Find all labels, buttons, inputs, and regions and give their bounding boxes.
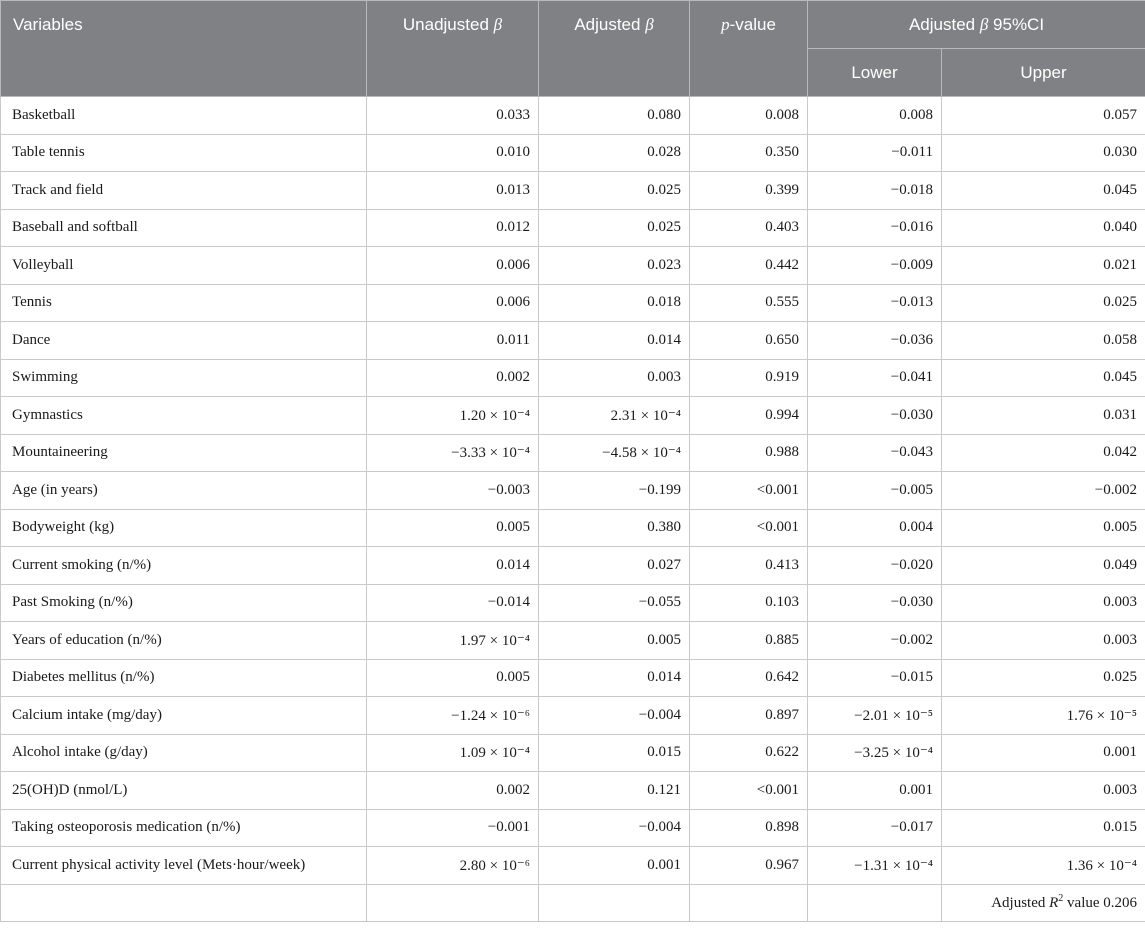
unadjusted-beta-cell: 0.013 [367, 172, 539, 210]
variable-cell: Bodyweight (kg) [1, 509, 367, 547]
p-value-cell: 0.967 [690, 847, 808, 885]
p-value-cell: 0.403 [690, 209, 808, 247]
ci-upper-cell: 0.049 [942, 547, 1145, 585]
unadjusted-beta-cell: 2.80 × 10⁻⁶ [367, 847, 539, 885]
table-body [1, 97, 1145, 922]
header-variables [1, 1, 367, 97]
adjusted-beta-cell: 0.025 [539, 209, 690, 247]
unadjusted-beta-cell: 0.011 [367, 322, 539, 360]
table-row [1, 584, 1145, 622]
p-value-cell: 0.555 [690, 284, 808, 322]
ci-lower-cell: −0.015 [808, 659, 942, 697]
ci-upper-cell: 0.015 [942, 809, 1145, 847]
ci-lower-cell: −0.020 [808, 547, 942, 585]
ci-upper-cell: 0.057 [942, 97, 1145, 135]
adjusted-beta-cell: 0.014 [539, 659, 690, 697]
variable-cell: Past Smoking (n/%) [1, 584, 367, 622]
r2-suffix: value 0.206 [1063, 895, 1138, 912]
variable-cell: Age (in years) [1, 472, 367, 510]
r2-footer-row [1, 884, 1145, 922]
ci-lower-cell: −0.043 [808, 434, 942, 472]
variable-cell: Alcohol intake (g/day) [1, 734, 367, 772]
header-upper [942, 49, 1145, 97]
table-row [1, 734, 1145, 772]
ci-upper-cell: 0.005 [942, 509, 1145, 547]
unadjusted-beta-cell: 0.033 [367, 97, 539, 135]
ci-upper-cell: 0.040 [942, 209, 1145, 247]
table-row [1, 284, 1145, 322]
table-row [1, 359, 1145, 397]
table-row [1, 659, 1145, 697]
adjusted-beta-cell: −0.199 [539, 472, 690, 510]
table-row [1, 97, 1145, 135]
variable-cell: Gymnastics [1, 397, 367, 435]
ci-upper-cell: 0.030 [942, 134, 1145, 172]
variable-cell: Current smoking (n/%) [1, 547, 367, 585]
header-adjusted-beta [539, 1, 690, 97]
adjusted-beta-cell: −0.055 [539, 584, 690, 622]
header-lower-label: Lower [851, 62, 898, 82]
unadjusted-beta-cell: −0.001 [367, 809, 539, 847]
unadjusted-beta-cell: 1.20 × 10⁻⁴ [367, 397, 539, 435]
unadjusted-beta-cell: 1.97 × 10⁻⁴ [367, 622, 539, 660]
unadjusted-beta-cell: 0.010 [367, 134, 539, 172]
header-unadjusted-beta [367, 1, 539, 97]
variable-cell: Tennis [1, 284, 367, 322]
unadjusted-beta-cell: 0.006 [367, 284, 539, 322]
adjusted-beta-cell: 0.025 [539, 172, 690, 210]
p-value-cell: 0.897 [690, 697, 808, 735]
table-row [1, 772, 1145, 810]
adjusted-beta-cell: 2.31 × 10⁻⁴ [539, 397, 690, 435]
variable-cell: Basketball [1, 97, 367, 135]
p-value-cell: 0.994 [690, 397, 808, 435]
unadjusted-beta-cell: 0.002 [367, 359, 539, 397]
footer-empty-cell [367, 884, 539, 922]
ci-lower-cell: −2.01 × 10⁻⁵ [808, 697, 942, 735]
p-value-cell: 0.103 [690, 584, 808, 622]
ci-lower-cell: 0.008 [808, 97, 942, 135]
ci-lower-cell: −0.011 [808, 134, 942, 172]
table-row [1, 322, 1145, 360]
header-lower [808, 49, 942, 97]
ci-upper-cell: 0.042 [942, 434, 1145, 472]
adjusted-beta-cell: 0.005 [539, 622, 690, 660]
p-value-cell: <0.001 [690, 509, 808, 547]
table-row [1, 697, 1145, 735]
adjusted-beta-cell: 0.023 [539, 247, 690, 285]
adjusted-beta-cell: 0.003 [539, 359, 690, 397]
adjusted-beta-cell: 0.001 [539, 847, 690, 885]
ci-upper-cell: −0.002 [942, 472, 1145, 510]
ci-upper-cell: 1.76 × 10⁻⁵ [942, 697, 1145, 735]
adjusted-beta-cell: 0.121 [539, 772, 690, 810]
variable-cell: Calcium intake (mg/day) [1, 697, 367, 735]
p-value-cell: 0.442 [690, 247, 808, 285]
ci-lower-cell: −0.013 [808, 284, 942, 322]
p-value-cell: 0.919 [690, 359, 808, 397]
p-value-cell: 0.622 [690, 734, 808, 772]
ci-lower-cell: −0.030 [808, 397, 942, 435]
unadjusted-beta-cell: −0.014 [367, 584, 539, 622]
table-row [1, 809, 1145, 847]
ci-lower-cell: 0.001 [808, 772, 942, 810]
unadjusted-beta-cell: 1.09 × 10⁻⁴ [367, 734, 539, 772]
p-value-cell: 0.642 [690, 659, 808, 697]
beta-symbol: β [493, 15, 503, 34]
variable-cell: Swimming [1, 359, 367, 397]
table-header [1, 1, 1145, 97]
variable-cell: Taking osteoporosis medication (n/%) [1, 809, 367, 847]
adjusted-r2-cell [942, 884, 1145, 922]
footer-empty-cell [1, 884, 367, 922]
header-p-value [690, 1, 808, 97]
header-p-label: -value [729, 15, 776, 34]
unadjusted-beta-cell: 0.005 [367, 659, 539, 697]
table-row [1, 247, 1145, 285]
variable-cell: Volleyball [1, 247, 367, 285]
footer-empty-cell [690, 884, 808, 922]
adjusted-beta-cell: −0.004 [539, 809, 690, 847]
unadjusted-beta-cell: 0.006 [367, 247, 539, 285]
p-value-cell: 0.885 [690, 622, 808, 660]
p-value-cell: 0.413 [690, 547, 808, 585]
p-symbol: p [721, 15, 730, 34]
unadjusted-beta-cell: 0.005 [367, 509, 539, 547]
ci-lower-cell: −0.041 [808, 359, 942, 397]
p-value-cell: <0.001 [690, 472, 808, 510]
header-ci-suffix: 95%CI [988, 14, 1045, 34]
r2-prefix: Adjusted [991, 895, 1050, 912]
adjusted-beta-cell: 0.380 [539, 509, 690, 547]
ci-lower-cell: −3.25 × 10⁻⁴ [808, 734, 942, 772]
header-variables-label: Variables [13, 15, 83, 34]
adjusted-beta-cell: 0.015 [539, 734, 690, 772]
variable-cell: Current physical activity level (Mets·hour/week) [1, 847, 367, 885]
adjusted-beta-cell: 0.018 [539, 284, 690, 322]
beta-symbol: β [645, 15, 654, 34]
table-row [1, 547, 1145, 585]
p-value-cell: 0.399 [690, 172, 808, 210]
ci-lower-cell: 0.004 [808, 509, 942, 547]
header-ci-label: Adjusted [908, 14, 980, 34]
header-unadjusted-label: Unadjusted [402, 15, 494, 34]
variable-cell: Years of education (n/%) [1, 622, 367, 660]
ci-lower-cell: −0.036 [808, 322, 942, 360]
unadjusted-beta-cell: −1.24 × 10⁻⁶ [367, 697, 539, 735]
ci-lower-cell: −1.31 × 10⁻⁴ [808, 847, 942, 885]
ci-lower-cell: −0.018 [808, 172, 942, 210]
r2-superscript: 2 [1058, 893, 1064, 905]
adjusted-beta-cell: −4.58 × 10⁻⁴ [539, 434, 690, 472]
table-row [1, 622, 1145, 660]
table-row [1, 509, 1145, 547]
p-value-cell: <0.001 [690, 772, 808, 810]
unadjusted-beta-cell: 0.002 [367, 772, 539, 810]
unadjusted-beta-cell: 0.014 [367, 547, 539, 585]
p-value-cell: 0.350 [690, 134, 808, 172]
ci-upper-cell: 0.045 [942, 359, 1145, 397]
unadjusted-beta-cell: −3.33 × 10⁻⁴ [367, 434, 539, 472]
r2-symbol: R [1049, 895, 1059, 912]
p-value-cell: 0.008 [690, 97, 808, 135]
ci-upper-cell: 0.045 [942, 172, 1145, 210]
ci-lower-cell: −0.017 [808, 809, 942, 847]
variable-cell: Table tennis [1, 134, 367, 172]
adjusted-beta-cell: 0.027 [539, 547, 690, 585]
p-value-cell: 0.988 [690, 434, 808, 472]
adjusted-beta-cell: −0.004 [539, 697, 690, 735]
header-adjusted-label: Adjusted [574, 15, 646, 34]
variable-cell: Diabetes mellitus (n/%) [1, 659, 367, 697]
table-row [1, 172, 1145, 210]
variable-cell: Mountaineering [1, 434, 367, 472]
ci-upper-cell: 0.025 [942, 659, 1145, 697]
p-value-cell: 0.898 [690, 809, 808, 847]
unadjusted-beta-cell: −0.003 [367, 472, 539, 510]
beta-symbol: β [979, 14, 989, 34]
ci-upper-cell: 0.003 [942, 622, 1145, 660]
ci-upper-cell: 0.021 [942, 247, 1145, 285]
ci-upper-cell: 0.031 [942, 397, 1145, 435]
ci-upper-cell: 0.058 [942, 322, 1145, 360]
footer-empty-cell [808, 884, 942, 922]
ci-lower-cell: −0.030 [808, 584, 942, 622]
variable-cell: Dance [1, 322, 367, 360]
table-row [1, 847, 1145, 885]
adjusted-beta-cell: 0.014 [539, 322, 690, 360]
header-ci [808, 1, 1145, 49]
ci-upper-cell: 0.001 [942, 734, 1145, 772]
header-upper-label: Upper [1020, 62, 1067, 82]
ci-lower-cell: −0.009 [808, 247, 942, 285]
variable-cell: Baseball and softball [1, 209, 367, 247]
table-row [1, 434, 1145, 472]
ci-lower-cell: −0.016 [808, 209, 942, 247]
ci-upper-cell: 0.003 [942, 772, 1145, 810]
table-row [1, 472, 1145, 510]
adjusted-beta-cell: 0.080 [539, 97, 690, 135]
ci-upper-cell: 1.36 × 10⁻⁴ [942, 847, 1145, 885]
p-value-cell: 0.650 [690, 322, 808, 360]
ci-upper-cell: 0.003 [942, 584, 1145, 622]
unadjusted-beta-cell: 0.012 [367, 209, 539, 247]
ci-lower-cell: −0.005 [808, 472, 942, 510]
table-row [1, 397, 1145, 435]
ci-lower-cell: −0.002 [808, 622, 942, 660]
variable-cell: 25(OH)D (nmol/L) [1, 772, 367, 810]
footer-empty-cell [539, 884, 690, 922]
ci-upper-cell: 0.025 [942, 284, 1145, 322]
variable-cell: Track and field [1, 172, 367, 210]
table-row [1, 209, 1145, 247]
adjusted-beta-cell: 0.028 [539, 134, 690, 172]
table-row [1, 134, 1145, 172]
